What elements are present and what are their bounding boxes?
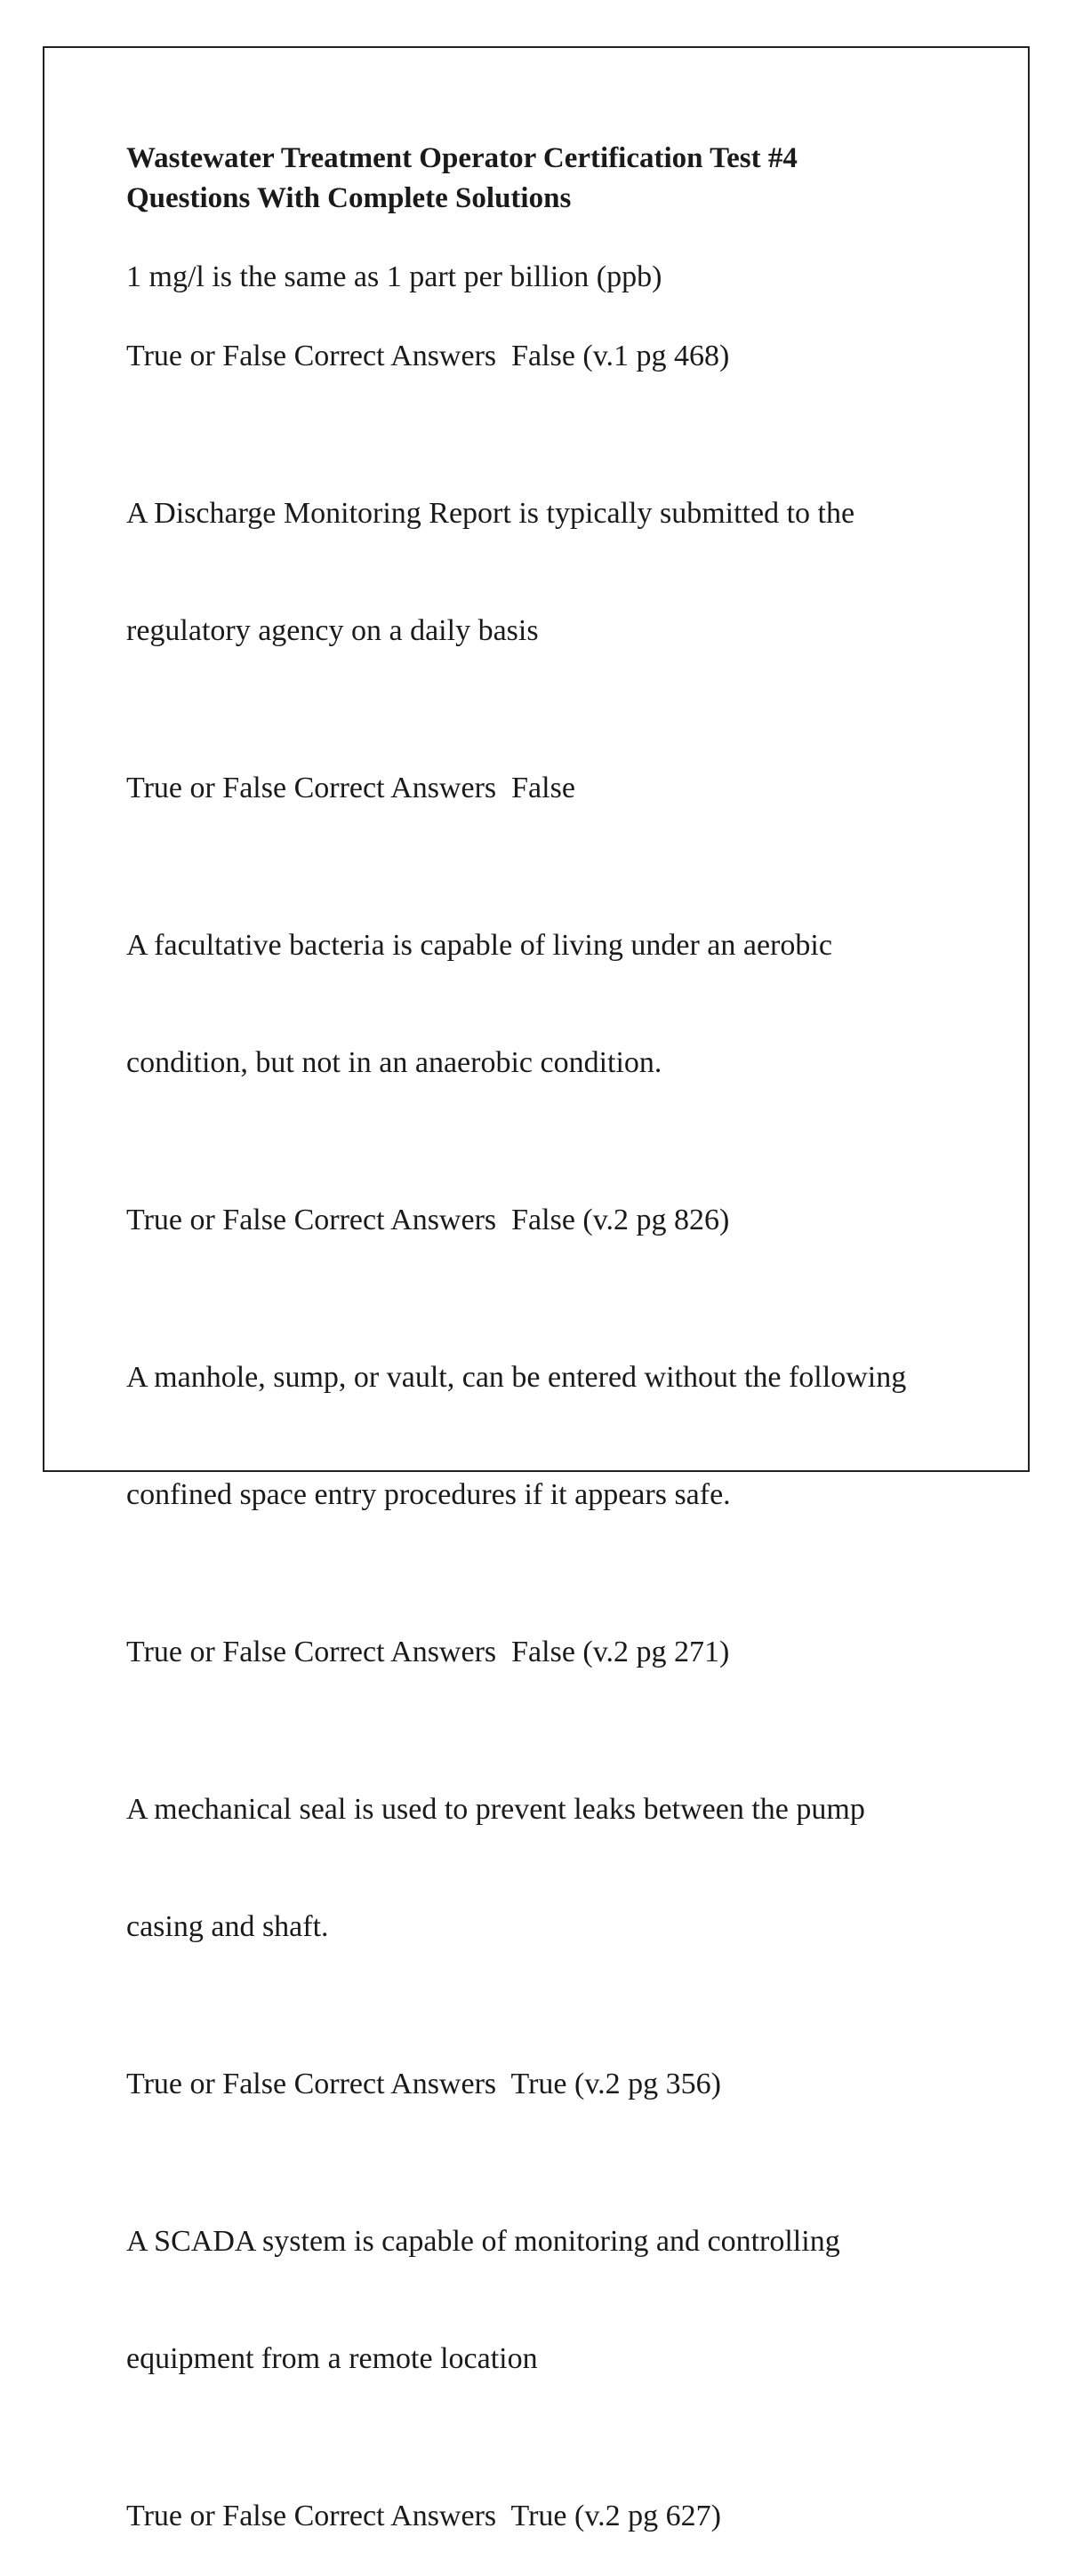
answer-1: True or False Correct Answers False (v.1 pg 468) bbox=[126, 340, 730, 372]
question-6 bbox=[126, 2144, 962, 2457]
question-2-line-2: regulatory agency on a daily basis bbox=[126, 614, 539, 647]
document-title bbox=[126, 139, 962, 219]
question-2 bbox=[126, 416, 962, 729]
title-line-2: Questions With Complete Solutions bbox=[126, 182, 572, 214]
question-2-line-1: A Discharge Monitoring Report is typically submitted to the bbox=[126, 497, 855, 530]
answer-3: True or False Correct Answers False (v.2 pg 826) bbox=[126, 1204, 730, 1236]
question-6-line-2: equipment from a remote location bbox=[126, 2342, 538, 2375]
question-4 bbox=[126, 1280, 962, 1593]
question-5-line-2: casing and shaft. bbox=[126, 1910, 329, 1943]
answer-6: True or False Correct Answers True (v.2 pg 627) bbox=[126, 2500, 721, 2532]
question-6-line-1: A SCADA system is capable of monitoring and controlling bbox=[126, 2225, 840, 2258]
answer-5: True or False Correct Answers True (v.2 pg 356) bbox=[126, 2068, 721, 2100]
answer-4: True or False Correct Answers False (v.2 pg 271) bbox=[126, 1636, 730, 1668]
question-5-line-1: A mechanical seal is used to prevent leaks between the pump bbox=[126, 1793, 865, 1826]
question-4-line-2: confined space entry procedures if it appears safe. bbox=[126, 1478, 731, 1511]
document-body bbox=[126, 139, 962, 2576]
question-3 bbox=[126, 848, 962, 1161]
question-3-line-2: condition, but not in an anaerobic condition. bbox=[126, 1046, 662, 1079]
question-3-line-1: A facultative bacteria is capable of living under an aerobic bbox=[126, 929, 832, 962]
title-line-1: Wastewater Treatment Operator Certification Test #4 bbox=[126, 142, 798, 174]
question-4-line-1: A manhole, sump, or vault, can be entered without the following bbox=[126, 1361, 907, 1394]
question-1: 1 mg/l is the same as 1 part per billion (ppb) bbox=[126, 260, 662, 293]
answer-2: True or False Correct Answers False bbox=[126, 772, 575, 804]
question-5 bbox=[126, 1712, 962, 2025]
